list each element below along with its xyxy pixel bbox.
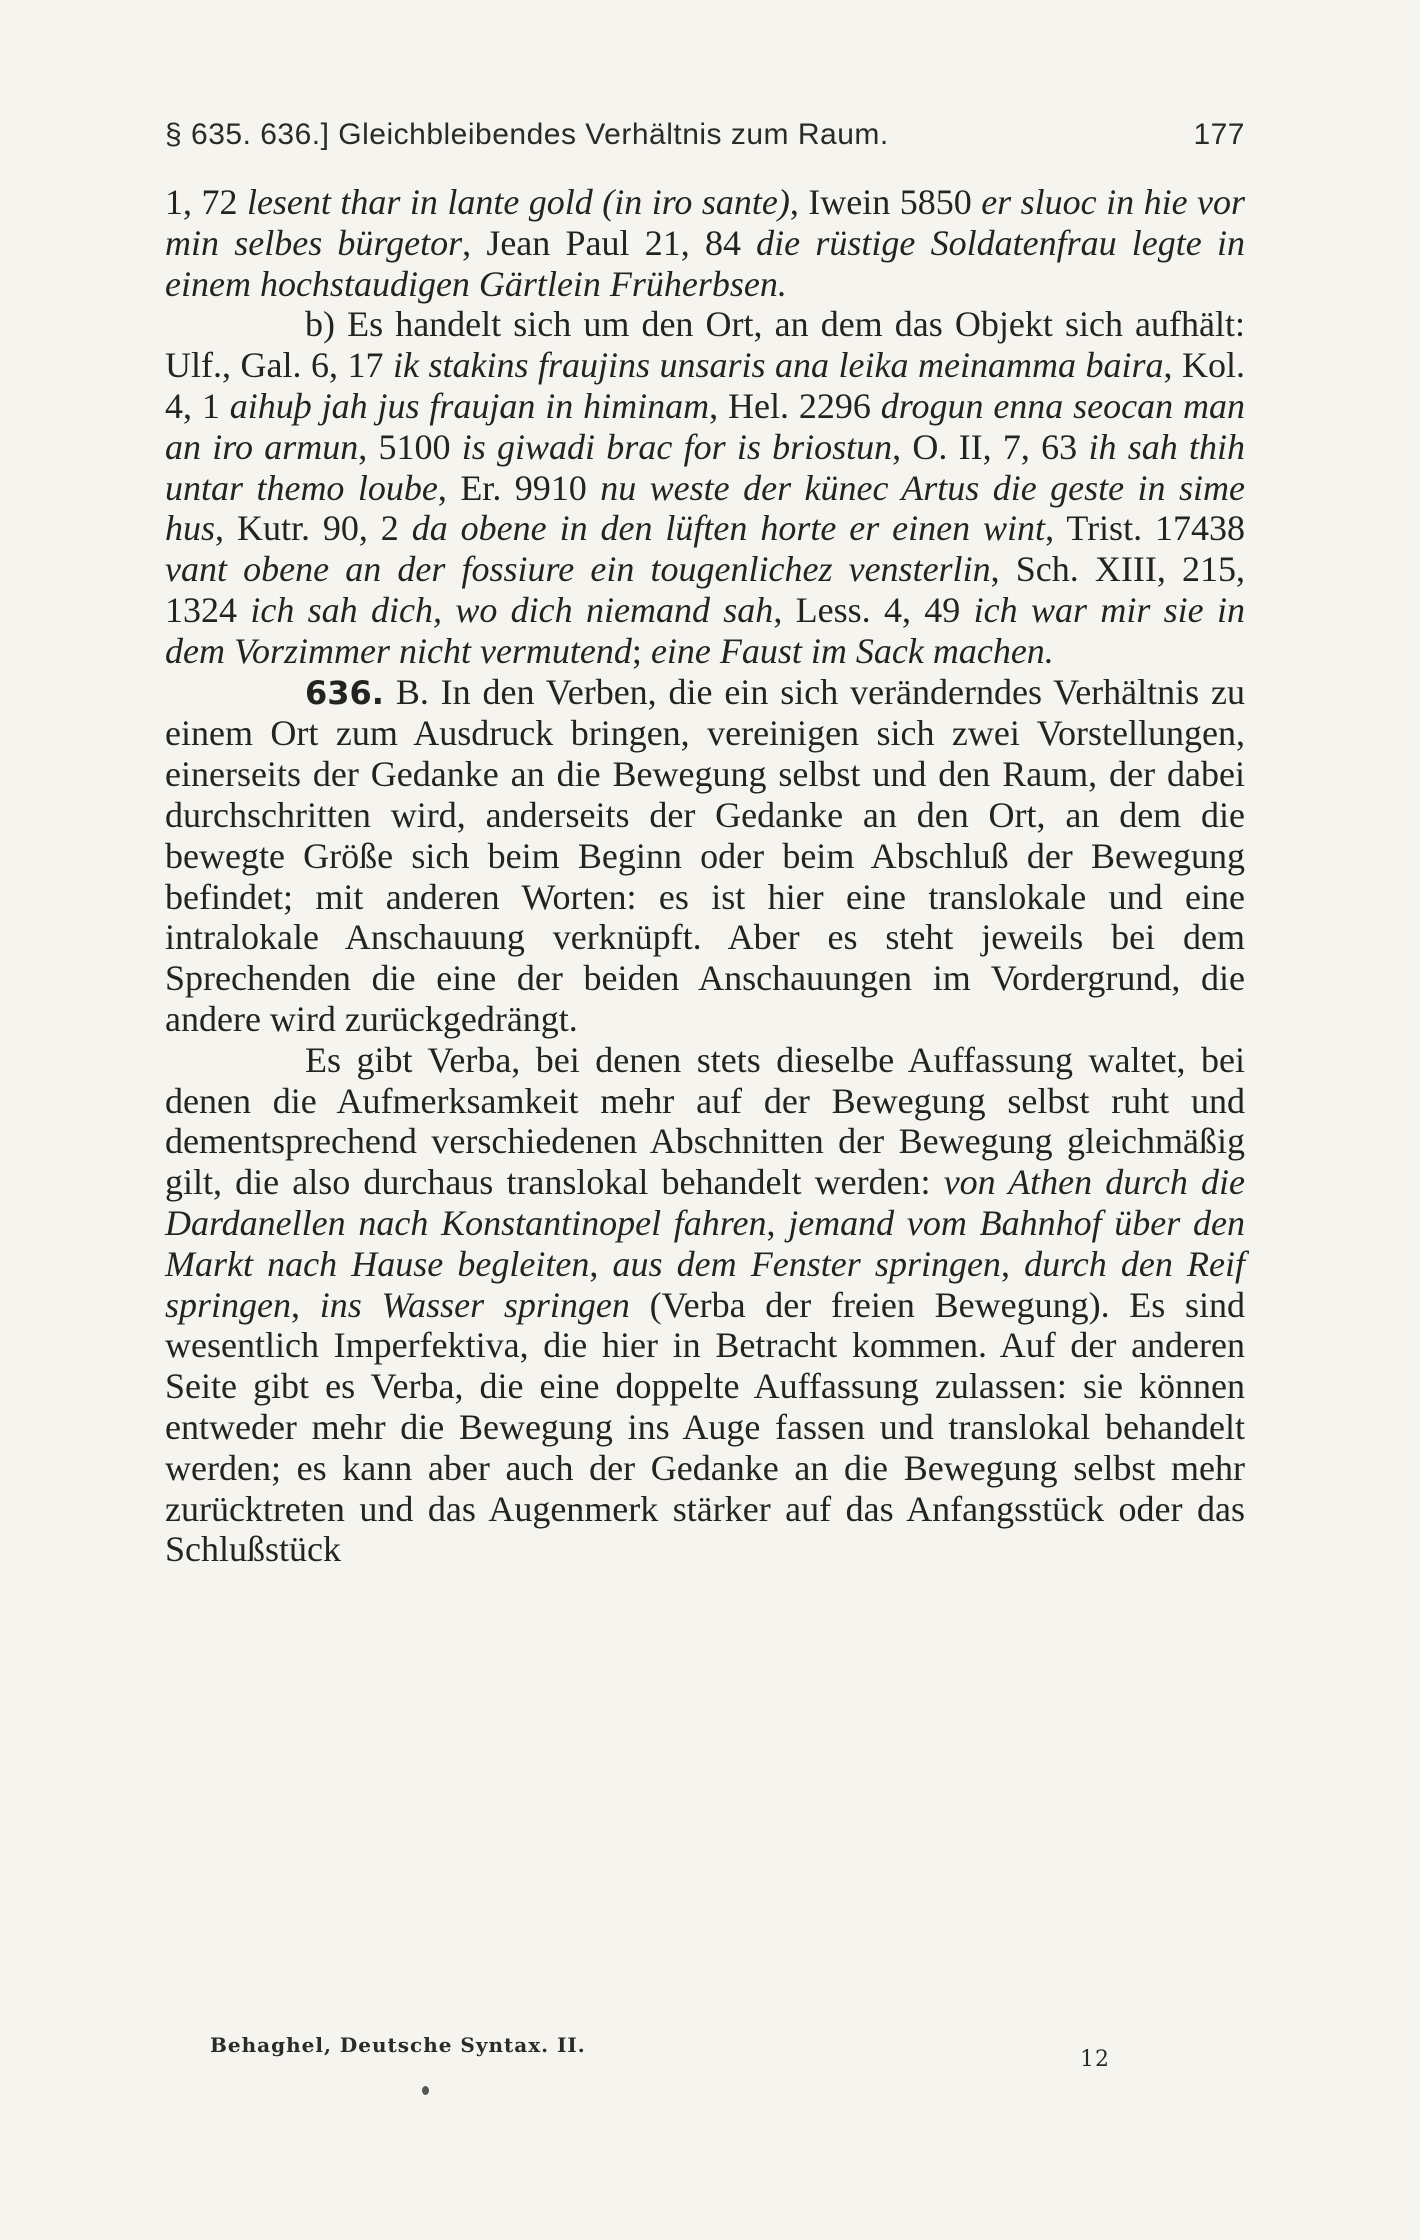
quotation: jemand vom Bahnhof über den Markt nach Hause begleiten <box>165 1202 1245 1284</box>
text-run: , Less. 4, 49 <box>773 589 974 630</box>
running-head-title: § 635. 636.] Gleichbleibendes Verhältnis zum Raum. <box>165 118 889 151</box>
text-run: ; <box>631 630 651 671</box>
quotation: ih sah thih untar themo loube <box>165 426 1245 508</box>
quotation: da obene in den lüften horte er einen wint <box>411 508 1046 549</box>
section-number: 636. <box>305 673 384 712</box>
text-run: , <box>291 1284 320 1325</box>
ink-speck <box>422 2086 429 2095</box>
running-header <box>165 118 1245 152</box>
quotation: die rüstige Soldatenfrau legte in einem hochstaudigen Gärtlein Früherbsen. <box>165 222 1245 304</box>
text-run: (Verba der freien Bewegung). Es sind wesentlich Imperfektiva, die hier in Betracht kommen. Auf der anderen Seite gibt es Verba, die eine doppelte Auffassung zulassen: sie können entweder mehr die Bewegung ins Auge fassen und translokal behandelt werden; es kann aber auch der Gedanke an die Bewegung selbst mehr zurücktreten und das Augenmerk stärker auf das Anfangsstück oder das Schlußstück <box>165 1284 1246 1570</box>
text-run: , Kol. 4, 1 <box>165 345 1246 426</box>
text-run: , O. II, 7, 63 <box>892 426 1089 467</box>
text-run: , 5100 <box>358 426 462 467</box>
quotation: durch den Reif springen <box>165 1243 1246 1325</box>
quotation: er sluoc in hie vor min selbes bürgetor <box>165 182 1245 263</box>
paragraph-examples-continued <box>165 182 1245 304</box>
quotation: drogun enna seocan man an iro armun <box>165 385 1246 467</box>
text-run: b) Es handelt sich um den Ort, an dem das Objekt sich aufhält: Ulf., Gal. 6, 17 <box>165 304 1245 386</box>
printer-signature: Behaghel, Deutsche Syntax. II. <box>210 2033 586 2057</box>
sheet-signature-line <box>210 2033 1110 2072</box>
quotation: is giwadi brac for is briostun <box>461 426 893 467</box>
text-run: , Er. 9910 <box>437 467 601 508</box>
text-run: , Trist. 17438 <box>1045 508 1245 549</box>
quotation: aus dem Fenster springen <box>612 1243 1001 1284</box>
quotation: eine Faust im Sack machen. <box>650 630 1054 671</box>
text-run: Es gibt Verba, bei denen stets dieselbe Auffassung waltet, bei denen die Aufmerksamkeit mehr auf der Bewegung selbst ruht und dementsprechend verschiedenen Abschnitten der Bewegung gleichmäßig gilt, die also durchaus translokal behandelt werden: <box>165 1039 1245 1203</box>
text-run: , Hel. 2296 <box>709 385 881 426</box>
text-run: , <box>766 1202 789 1243</box>
text-run: , Jean Paul 21, 84 <box>462 222 757 263</box>
quotation: ich war mir sie in dem Vorzimmer nicht vermutend <box>165 589 1246 671</box>
quotation: lesent thar in lante gold (in iro sante) <box>246 182 790 222</box>
text-run: , Iwein 5850 <box>789 182 982 222</box>
sheet-number: 12 <box>1080 2047 1110 2072</box>
quotation: ik stakins fraujins unsaris ana leika meinamma baira <box>392 345 1164 386</box>
text-run: 1, 72 <box>165 182 247 222</box>
text-run: , <box>1000 1243 1025 1284</box>
quotation: nu weste der künec Artus die geste in sime hus <box>165 467 1245 549</box>
quotation: von Athen durch die Dardanellen nach Konstantinopel fahren <box>165 1162 1246 1243</box>
quotation: ich sah dich, wo dich niemand sah <box>250 589 774 630</box>
page-number: 177 <box>1193 118 1245 151</box>
paragraph-b <box>165 304 1245 671</box>
paragraph-verba <box>165 1040 1245 1570</box>
text-run: , <box>589 1243 613 1284</box>
quotation: vant obene an der fossiure ein tougenlichez vensterlin <box>165 549 991 590</box>
text-run: , Sch. XIII, 215, 1324 <box>165 549 1246 630</box>
page-body <box>165 182 1245 1570</box>
text-run: , Kutr. 90, 2 <box>215 508 412 549</box>
text-run: B. In den Verben, die ein sich veränderndes Verhältnis zu einem Ort zum Ausdruck bringen, vereinigen sich zwei Vorstellungen, einerseits der Gedanke an die Bewegung selbst und den Raum, der dabei durchschritten wird, anderseits der Gedanke an den Ort, an dem die bewegte Größe sich beim Beginn oder beim Abschluß der Bewegung befindet; mit anderen Worten: es ist hier eine translokale und eine intralokale Anschauung verknüpft. Aber es steht jeweils bei dem Sprechenden die eine der beiden Anschauungen im Vordergrund, die andere wird zurückgedrängt. <box>165 671 1245 1039</box>
quotation: ins Wasser springen <box>319 1284 630 1325</box>
paragraph-636 <box>165 672 1245 1040</box>
quotation: aihuþ jah jus fraujan in himinam <box>229 385 710 426</box>
